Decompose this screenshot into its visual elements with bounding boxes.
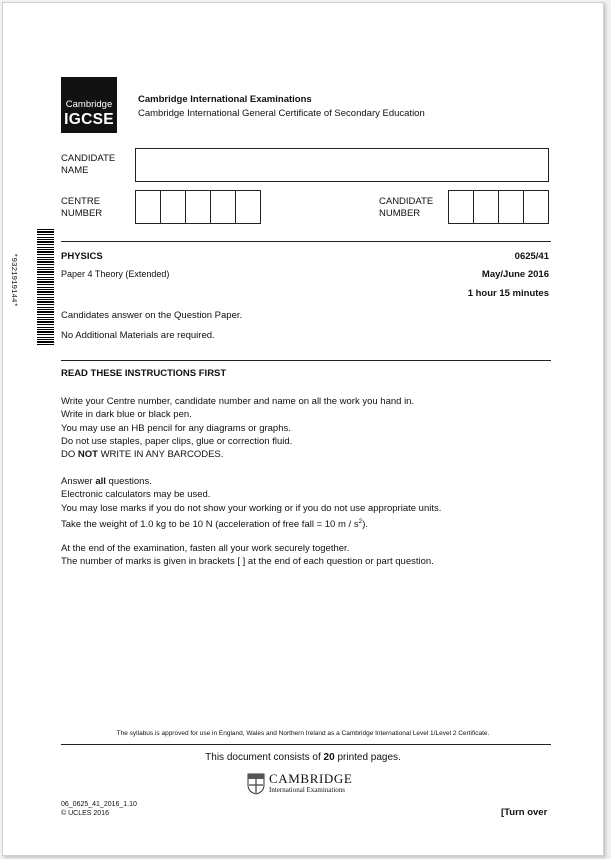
cambridge-subtitle: International Examinations <box>269 786 346 794</box>
exam-cover-page <box>2 2 604 856</box>
candidate-number-cell[interactable] <box>498 190 524 224</box>
instructions-heading: READ THESE INSTRUCTIONS FIRST <box>61 368 227 379</box>
candidate-number-cell[interactable] <box>473 190 499 224</box>
cambridge-igcse-logo <box>61 77 117 133</box>
paper-code: 0625/41 <box>514 251 549 262</box>
answer-location-note: Candidates answer on the Question Paper. <box>61 310 243 321</box>
instruction-line-barcodes: DO NOT WRITE IN ANY BARCODES. <box>61 449 224 461</box>
duration: 1 hour 15 minutes <box>467 288 549 299</box>
exam-board: Cambridge International Examinations <box>138 94 312 105</box>
cambridge-wordmark: CAMBRIDGE <box>269 771 353 786</box>
logo-line-1: Cambridge <box>65 99 113 110</box>
logo-line-2: IGCSE <box>64 111 114 128</box>
barcode-number: *9321919144* <box>9 253 17 308</box>
candidate-number-field[interactable] <box>448 190 548 224</box>
centre-number-cell[interactable] <box>210 190 236 224</box>
candidate-name-label: CANDIDATE NAME <box>61 153 116 176</box>
centre-number-field[interactable] <box>135 190 260 224</box>
exam-session: May/June 2016 <box>481 269 549 280</box>
subject: PHYSICS <box>61 251 103 262</box>
instruction-line: The number of marks is given in brackets [ ] at the end of each question or part question. <box>61 556 434 568</box>
candidate-number-label: CANDIDATE NUMBER <box>379 196 434 219</box>
page-count-note: This document consists of 20 printed pages. <box>205 752 401 763</box>
candidate-name-field[interactable] <box>135 148 549 182</box>
instruction-line: You may use an HB pencil for any diagrams or graphs. <box>61 422 291 434</box>
divider-top <box>61 241 551 242</box>
centre-number-cell[interactable] <box>235 190 261 224</box>
instruction-line: Write in dark blue or black pen. <box>61 409 192 421</box>
instruction-line: Do not use staples, paper clips, glue or correction fluid. <box>61 435 293 447</box>
centre-number-cell[interactable] <box>160 190 186 224</box>
instruction-line: You may lose marks if you do not show your working or if you do not use appropriate units. <box>61 502 442 514</box>
cambridge-crest-icon <box>247 773 265 795</box>
divider-instructions <box>61 360 551 361</box>
syllabus-note: The syllabus is approved for use in England, Wales and Northern Ireland as a Cambridge International Level 1/Level 2 Certificate. <box>116 730 490 737</box>
instructions-block-2 <box>61 475 561 531</box>
turn-over-note: [Turn over <box>501 807 548 818</box>
centre-number-cell[interactable] <box>185 190 211 224</box>
instruction-line: Electronic calculators may be used. <box>61 489 211 501</box>
barcode-graphic <box>37 229 54 346</box>
candidate-number-cell[interactable] <box>523 190 549 224</box>
paper-title: Paper 4 Theory (Extended) <box>61 269 170 279</box>
qualification-title: Cambridge International General Certificate of Secondary Education <box>138 108 425 119</box>
centre-number-label: CENTRE NUMBER <box>61 196 103 219</box>
document-code: 06_0625_41_2016_1.10 © UCLES 2016 <box>61 801 137 817</box>
instruction-line: Write your Centre number, candidate number and name on all the work you hand in. <box>61 396 415 407</box>
instruction-line: At the end of the examination, fasten all your work securely together. <box>61 543 350 554</box>
instruction-line-answer: Answer all questions. <box>61 476 152 487</box>
divider-footer <box>61 744 551 745</box>
materials-note: No Additional Materials are required. <box>61 330 215 341</box>
instruction-line-weight: Take the weight of 1.0 kg to be 10 N (acceleration of free fall = 10 m / $s^2$). <box>61 517 369 531</box>
candidate-number-cell[interactable] <box>448 190 474 224</box>
instructions-block-3 <box>61 542 561 569</box>
centre-number-cell[interactable] <box>135 190 161 224</box>
instructions-block-1 <box>61 395 561 461</box>
